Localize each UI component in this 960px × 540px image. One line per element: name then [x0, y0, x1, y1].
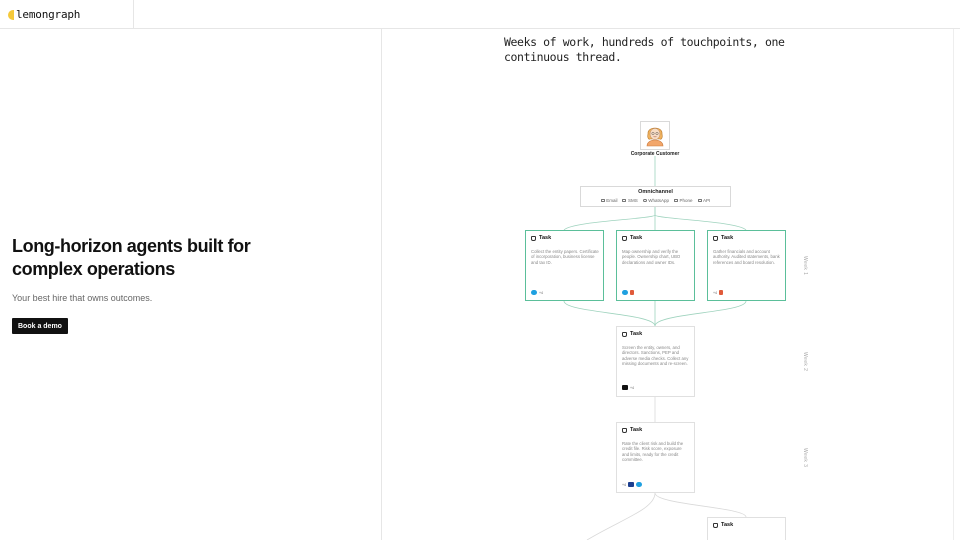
salesforce-icon	[622, 290, 628, 295]
document-icon	[630, 290, 634, 295]
hand-icon	[622, 236, 627, 241]
hero-subtitle: Your best hire that owns outcomes.	[12, 293, 153, 303]
week-label: Week 1	[802, 256, 808, 276]
week-label: Week 2	[802, 352, 808, 372]
hand-icon	[713, 236, 718, 241]
task-description: Map ownership and verify the people. Ownership chart, UBO declarations and owner IDs.	[622, 249, 681, 265]
hand-icon	[713, 523, 718, 528]
tools-more: +4	[539, 290, 543, 295]
task-tools	[622, 290, 634, 295]
top-bar	[0, 0, 960, 29]
hand-icon	[622, 428, 627, 433]
task-title: Task	[721, 522, 734, 528]
document-icon	[719, 290, 723, 295]
task-tools	[622, 385, 634, 390]
task-card[interactable]	[616, 422, 695, 493]
connector-omni-task1	[564, 207, 655, 230]
task-card[interactable]	[616, 230, 695, 301]
task-description: Screen the entity, owners, and directors. Sanctions, PEP and adverse media checks. Collect any missing documents and re-screen.	[622, 345, 689, 367]
tools-more: +4	[630, 385, 634, 390]
task-card[interactable]	[707, 230, 786, 301]
customer-portrait-icon	[641, 122, 669, 149]
hand-icon	[531, 236, 536, 241]
channel-api: API	[698, 198, 711, 203]
task-card[interactable]	[525, 230, 604, 301]
hero-panel	[0, 29, 382, 540]
channel-whatsapp: WhatsApp	[643, 198, 669, 203]
tools-more: +4	[713, 290, 717, 295]
channel-email: Email	[601, 198, 618, 203]
omnichannel-node	[580, 186, 731, 207]
task-title: Task	[539, 235, 552, 241]
channel-list	[581, 198, 730, 203]
connector-task5-down	[587, 493, 655, 540]
hero-title: Long-horizon agents built for complex operations	[12, 236, 251, 279]
connector-task5-task6	[655, 493, 746, 517]
customer-avatar	[640, 121, 670, 150]
week-label: Week 3	[802, 448, 808, 468]
whatsapp-icon	[643, 199, 647, 202]
hand-icon	[622, 332, 627, 337]
sms-icon	[622, 199, 626, 202]
channel-sms: SMS	[622, 198, 637, 203]
book-demo-button[interactable]: Book a demo	[12, 318, 68, 334]
lemon-logo-icon	[8, 10, 14, 20]
bank-icon	[628, 482, 634, 487]
task-title: Task	[721, 235, 734, 241]
omnichannel-title: Omnichannel	[638, 189, 673, 195]
task-description: Gather financials and account authority. Audited statements, bank references and board resolution.	[713, 249, 780, 265]
task-description: Rate the client risk and build the credit file. Risk score, exposure and limits, ready for the credit committee.	[622, 441, 684, 463]
task-tools	[531, 290, 543, 295]
task-card[interactable]	[616, 326, 695, 397]
task-title: Task	[630, 235, 643, 241]
brand-logo-link[interactable]	[0, 0, 134, 29]
task-tools	[622, 482, 642, 487]
connector-omni-task3	[655, 215, 746, 230]
connector-task1-task4	[564, 301, 655, 326]
salesforce-icon	[636, 482, 642, 487]
customer-label: Corporate Customer	[630, 151, 680, 157]
diagram-tagline: Weeks of work, hundreds of touchpoints, one continuous thread.	[504, 35, 785, 64]
channel-phone: Phone	[674, 198, 693, 203]
brand-name: lemongraph	[16, 8, 81, 21]
connector-task3-task4	[655, 301, 746, 326]
phone-icon	[674, 199, 678, 202]
salesforce-icon	[531, 290, 537, 295]
workflow-panel	[382, 29, 960, 540]
api-icon	[698, 199, 702, 202]
task-title: Task	[630, 331, 643, 337]
terminal-icon	[622, 385, 628, 390]
task-card[interactable]	[707, 517, 786, 540]
task-tools	[713, 290, 723, 295]
mail-icon	[601, 199, 605, 202]
tools-more: +4	[622, 482, 626, 487]
task-title: Task	[630, 427, 643, 433]
task-description: Collect the entity papers. Certificate of incorporation, business license and tax ID.	[531, 249, 599, 265]
